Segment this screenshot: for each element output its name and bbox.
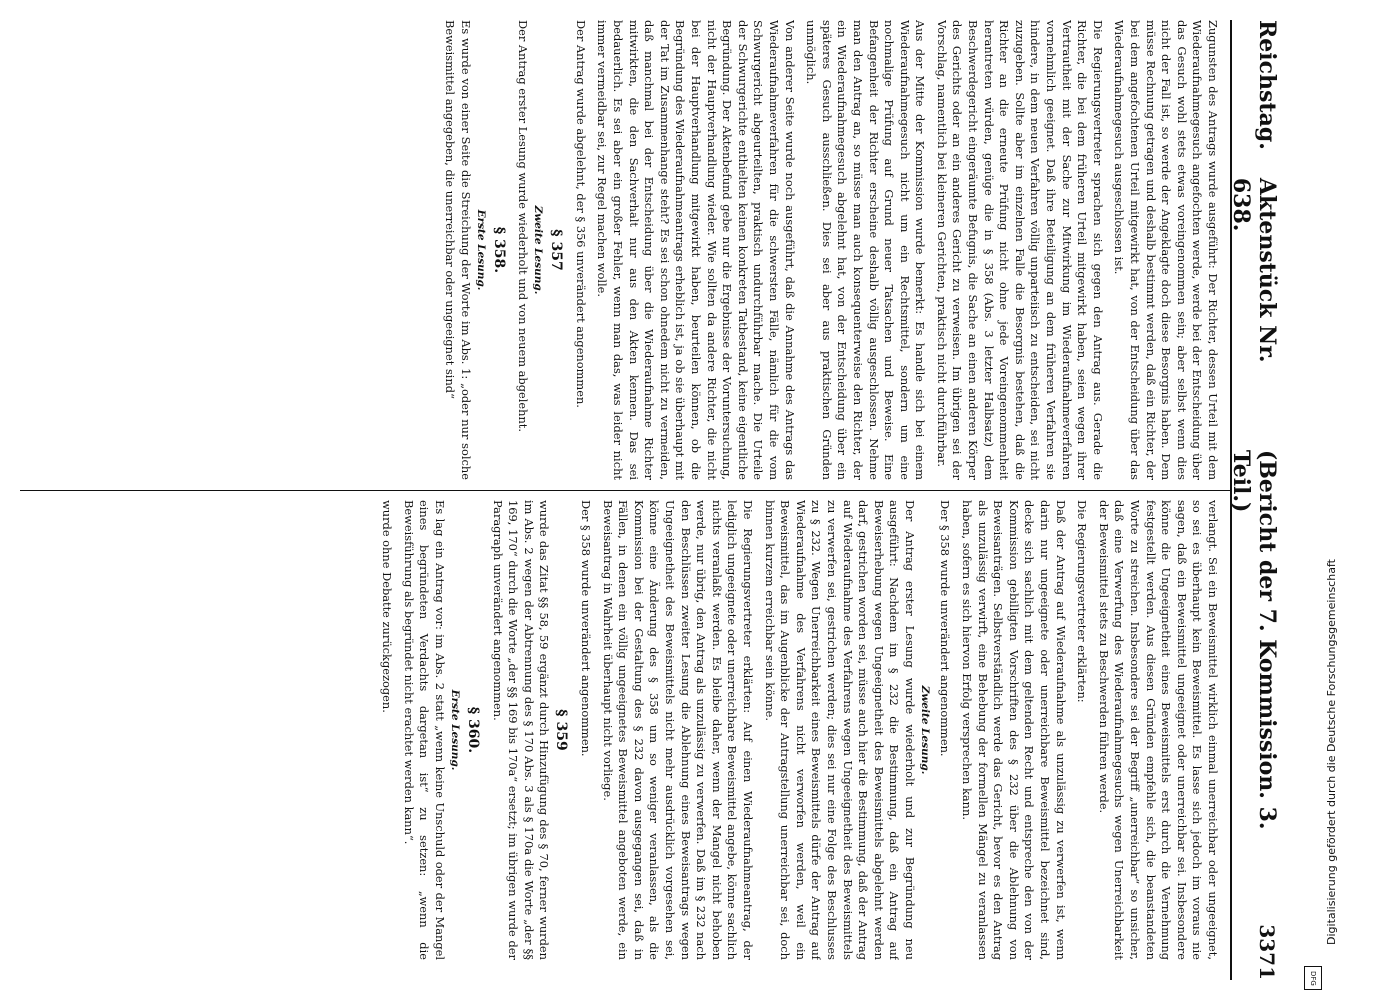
section-heading: § 358. [490,226,507,274]
header-aktenstueck: Aktenstück Nr. 638. [1228,177,1280,363]
paragraph: Der § 358 wurde unverändert angenommen. [938,500,953,757]
left-column [20,20,1220,480]
digitization-sidebar [1300,0,1383,1000]
reading-subheading: Erste Lesung. [474,209,487,291]
digitization-credit: Digitalisierung gefördert durch die Deutsche Forschungsgemeinschaft [1325,559,1338,945]
paragraph: Es wurde von einer Seite die Streichung der Worte im Abs. 1: „oder nur solche Beweismittel angegeben, die unerreichbar oder ungeeignet sind“ [443,20,473,480]
reading-subheading: Zweite Lesung. [532,205,545,295]
paragraph: Zugunsten des Antrags wurde ausgeführt: Der Richter, dessen Urteil mit dem Wiederaufnahmegesuch angefochten werde, werde bei der Entscheidung über das Gesuch wohl stets etwas voreingenommen sein; aber selbst wenn dies nicht der Fall ist, so werde der Angeklagte doch diese Besorgnis haben. Dem müsse Rechnung getragen und deshalb bestimmt werden, daß ein Richter, der bei dem angefochtenen Urteil mitgewirkt hat, von der Entscheidung über das Wiederaufnahmegesuch ausgeschlossen ist. [1112,20,1220,480]
paragraph: Der Antrag wurde abgelehnt, der § 356 unverändert angenommen. [573,20,588,408]
paragraph: Der Antrag erster Lesung wurde wiederholt und von neuem abgelehnt. [516,20,531,432]
paragraph: Von anderer Seite wurde noch ausgeführt, daß die Annahme des Antrags das Wiederaufnahmeverfahren für die schwersten Fälle, nämlich für die vom Schwurgericht abgeurteilten, praktisch undurchführbar mache. Die Urteile der Schwurgerichte enthielten keinen konkreten Tatbestand, keine eigentliche Begründung. Der Aktenbefund gebe nur die Ergebnisse der Voruntersuchung, nicht der Hauptverhandlung wieder. Wie sollten da andere Richter, die nicht bei der Hauptverhandlung mitgewirkt haben, beurteilen können, ob die Begründung des Wiederaufnahmeantrags erheblich ist, ja ob sie überhaupt mit der Tat im Zusammenhange steht? Es sei schon ohnedem nicht zu vermeiden, daß manchmal bei der Entscheidung über die Wiederaufnahme Richter mitwirkten, die den Sachverhalt nur aus den Akten kennen. Das sei bedauerlich. Es sei aber ein großer Fehler, wenn man das, was leider nicht immer vermeidbar sei, zur Regel machen wolle. [595,20,797,480]
paragraph: Die Regierungsvertreter erklärten: Auf einen Wiederaufnahmeantrag, der lediglich ungeeignete oder unerreichbare Beweismittel angebe, könne sachlich nichts veranlaßt werden. Es bleibe daher, wenn der Mangel nicht behoben werde, nur übrig, den Antrag als unzulässig zu verwerfen. Daß im § 232 nach den Beschlüssen zweiter Lesung die Ablehnung eines Beweisantrags wegen Ungeeignetheit des Beweismittels nicht mehr ausdrücklich vorgesehen sei, könne eine Änderung des § 358 um so weniger veranlassen, als die Kommission bei der Gestaltung des § 232 davon ausgegangen sei, daß in Fällen, in denen ein völlig ungeeignetes Beweismittel angeboten werde, ein Beweisantrag in Wahrheit überhaupt nicht vorliege. [600,500,755,960]
dfg-logo: DFG [1304,966,1322,990]
header-left: Reichstag. [1254,20,1280,150]
paragraph: Aus der Mitte der Kommission wurde bemerkt: Es handle sich bei einem Wiederaufnahmegesuch nicht um ein Rechtsmittel, sondern um eine nochmalige Prüfung auf Grund neuer Tatsachen und Beweise. Eine Befangenheit der Richter erscheine deshalb völlig ausgeschlossen. Nehme man den Antrag an, so müsse man auch konsequenterweise den Richter, der ein Wiederaufnahmegesuch abgelehnt hat, von der Entscheidung über ein späteres Gesuch ausschließen. Dies sei aber aus praktischen Gründen unmöglich. [804,20,928,480]
page-number: 3371 [1255,924,1279,980]
paragraph: wurde ohne Debatte zurückgezogen. [380,500,395,713]
header-title: (Bericht der 7. Kommission. 3. Teil.) [1228,449,1280,830]
paragraph: Es lag ein Antrag vor: im Abs. 2 statt „wenn keine Unschuld oder der Mangel eines begründeten Verdachts dargetan ist“ zu setzen: „wenn die Beweisführung als begründet nicht erachtet werden kann“. [401,500,448,960]
paragraph: Der § 358 wurde unverändert angenommen. [579,500,594,757]
reading-subheading: Erste Lesung. [449,689,462,771]
paragraph: verlangt. Sei ein Beweismittel wirklich einmal unerreichbar oder ungeeignet, so sei es überhaupt kein Beweismittel. Es lasse sich jedoch im voraus nie sagen, daß ein Beweismittel ungeeignet oder unerreichbar sei. Insbesondere könne die Ungeeignetheit eines Beweismittels erst durch die Vernehmung festgestellt werden. Aus diesen Gründen empfehle sich, die beanstandeten Worte zu streichen. Insbesondere sei der Begriff „unerreichbar“ so unsicher, daß eine Verwerfung des Wiederaufnahmegesuchs wegen Unerreichbarkeit der Beweismittel stets zu Beschwerden führen werde. [1096,500,1220,960]
page-header [1228,20,1280,980]
paragraph: Der Antrag erster Lesung wurde wiederholt und zur Begründung neu ausgeführt: Nachdem im § 232 die Bestimmung, daß ein Antrag auf Beweiserhebung wegen Ungeeignetheit des Beweismittels abgelehnt werden darf, gestrichen worden sei, müsse auch hier die Bestimmung, daß der Antrag auf Wiederaufnahme des Verfahrens wegen Ungeeignetheit des Beweismittels zu verwerfen sei, gestrichen werden; dies sei nur eine Folge des Beschlusses zu § 232. Wegen Unerreichbarkeit eines Beweismittels dürfe der Antrag auf Wiederaufnahme des Verfahrens nicht verworfen werden, weil ein Beweismittel, das im Augenblicke der Antragstellung unerreichbar sei, doch binnen kurzem erreichbar sein könne. [762,500,917,960]
section-heading: § 357 [548,229,565,271]
header-rule [1230,20,1232,980]
section-heading: § 360. [465,706,482,754]
paragraph: wurde das Zitat §§ 58, 59 ergänzt durch Hinzufügung des § 70, ferner wurden im Abs. 2 wegen der Abtrennung des § 170 Abs. 3 als § 170a die Worte „der §§ 169, 170“ durch die Worte „der §§ 169 bis 170a“ ersetzt; im übrigen wurde der Paragraph unverändert angenommen. [490,500,552,960]
paragraph: Die Regierungsvertreter sprachen sich gegen den Antrag aus. Gerade die Richter, die bei dem früheren Urteil mitgewirkt haben, seien wegen ihrer Vertrautheit mit der Sache zur Mitwirkung im Wiederaufnahmeverfahren vornehmlich geeignet. Daß ihre Beteiligung an dem früheren Verfahren sie hindere, in dem neuen Verfahren völlig unparteiisch zu entscheiden, sei nicht zuzugeben. Sollte aber im einzelnen Falle die Besorgnis bestehen, daß die Richter an die erneute Prüfung nicht ohne jede Voreingenommenheit herantreten würden, genüge die in § 358 (Abs. 3 letzter Halbsatz) dem Beschwerdegericht eingeräumte Befugnis, die Sache an einen anderen Körper des Gerichts oder an ein anderes Gericht zu verweisen. Im übrigen sei der Vorschlag, namentlich bei kleineren Gerichten, praktisch nicht durchführbar. [934,20,1105,480]
section-heading: § 359 [553,709,570,751]
right-column [20,500,1220,960]
paragraph: Die Regierungsvertreter erklärten: [1075,500,1090,703]
reading-subheading: Zweite Lesung. [918,685,931,775]
paragraph: Daß der Antrag auf Wiederaufnahme als unzulässig zu verwerfen ist, wenn darin nur ungeeignete oder unerreichbare Beweismittel bezeichnet sind, decke sich sachlich mit dem geltenden Recht und entspreche den von der Kommission gebilligten Vorschriften des § 232 über die Ablehnung von Beweisanträgen. Selbstverständlich werde das Gericht, bevor es den Antrag als unzulässig verwirft, eine Behebung der formellen Mängel zu veranlassen haben, sofern es sich hiervon Erfolg versprechen kann. [960,500,1068,960]
column-divider [20,490,1230,491]
